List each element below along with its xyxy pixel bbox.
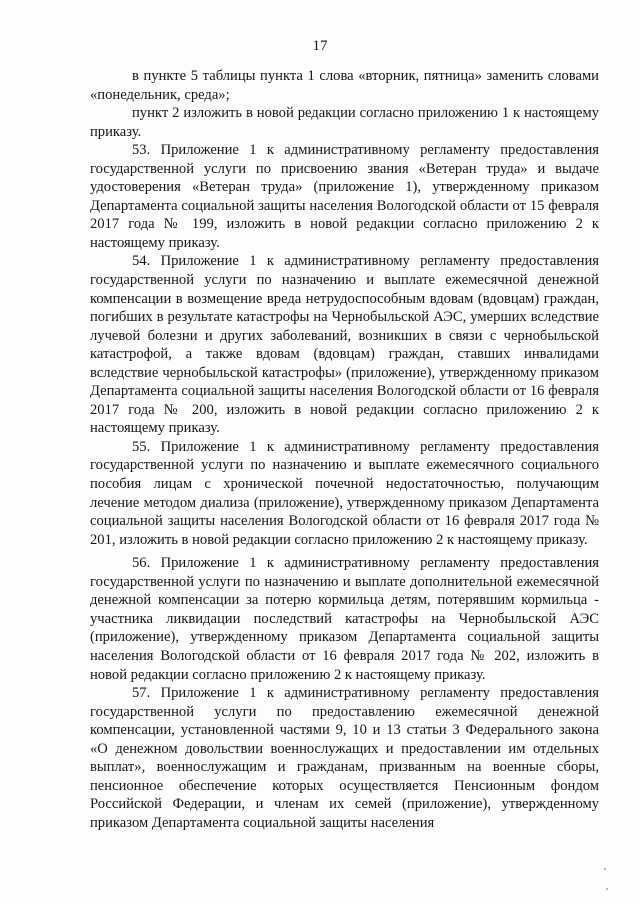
page-number: 17 [312, 38, 328, 54]
paragraph-item-5-table-change: в пункте 5 таблицы пункта 1 слова «вторник, пятница» заменить словами «понедельник, среда»; [90, 68, 599, 103]
paragraph-item-2-new-edition: пункт 2 изложить в новой редакции согласно приложению 1 к настоящему приказу. [90, 105, 599, 140]
scan-speck [606, 888, 608, 890]
scan-speck [604, 868, 606, 870]
paragraph-56: 56. Приложение 1 к административному регламенту предоставления государственной услуги по назначению и выплате дополнительной ежемесячной денежной компенсации за потерю кормильца детям, потерявшим кормильца - участника ликвидации последствий катастрофы на Чернобыльской АЭС (приложение), утвержденному приказом Департамента социальной защиты населения Вологодской области от 16 февраля 2017 года № 202, изложить в новой редакции согласно приложению 2 к настоящему приказу. [90, 555, 599, 683]
paragraph-54: 54. Приложение 1 к административному регламенту предоставления государственной услуги по назначению и выплате ежемесячной денежной компенсации в возмещение вреда нетрудоспособным вдовам (вдовцам) граждан, погибших в результате катастрофы на Чернобыльской АЭС, умерших вследствие лучевой болезни и других заболеваний, возникших в связи с чернобыльской катастрофой, а также вдовам (вдовцам) граждан, ставших инвалидами вследствие чернобыльской катастрофы» (приложение), утвержденному приказом Департамента социальной защиты населения Вологодской области от 16 февраля 2017 года № 200, изложить в новой редакции согласно приложению 2 к настоящему приказу. [90, 253, 599, 437]
document-body [90, 67, 599, 832]
paragraph-57: 57. Приложение 1 к административному регламенту предоставления государственной услуги по предоставлению ежемесячной денежной компенсации, установленной частями 9, 10 и 13 статьи 3 Федерального закона «О денежном довольствии военнослужащих и предоставлении им отдельных выплат», военнослужащим и гражданам, призванным на военные сборы, пенсионное обеспечение которых осуществляется Пенсионным фондом Российской Федерации, и членам их семей (приложение), утвержденному приказом Департамента социальной защиты населения [90, 685, 599, 831]
paragraph-55: 55. Приложение 1 к административному регламенту предоставления государственной услуги по назначению и выплате ежемесячного социального пособия лицам с хронической почечной недостаточностью, получающим лечение методом диализа (приложение), утвержденному приказом Департамента социальной защиты населения Вологодской области от 16 февраля 2017 года № 201, изложить в новой редакции согласно приложению 2 к настоящему приказу. [90, 438, 599, 548]
paragraph-53: 53. Приложение 1 к административному регламенту предоставления государственной услуги по присвоению звания «Ветеран труда» и выдаче удостоверения «Ветеран труда» (приложение 1), утвержденному приказом Департамента социальной защиты населения Вологодской области от 15 февраля 2017 года № 199, изложить в новой редакции согласно приложению 2 к настоящему приказу. [90, 142, 599, 251]
